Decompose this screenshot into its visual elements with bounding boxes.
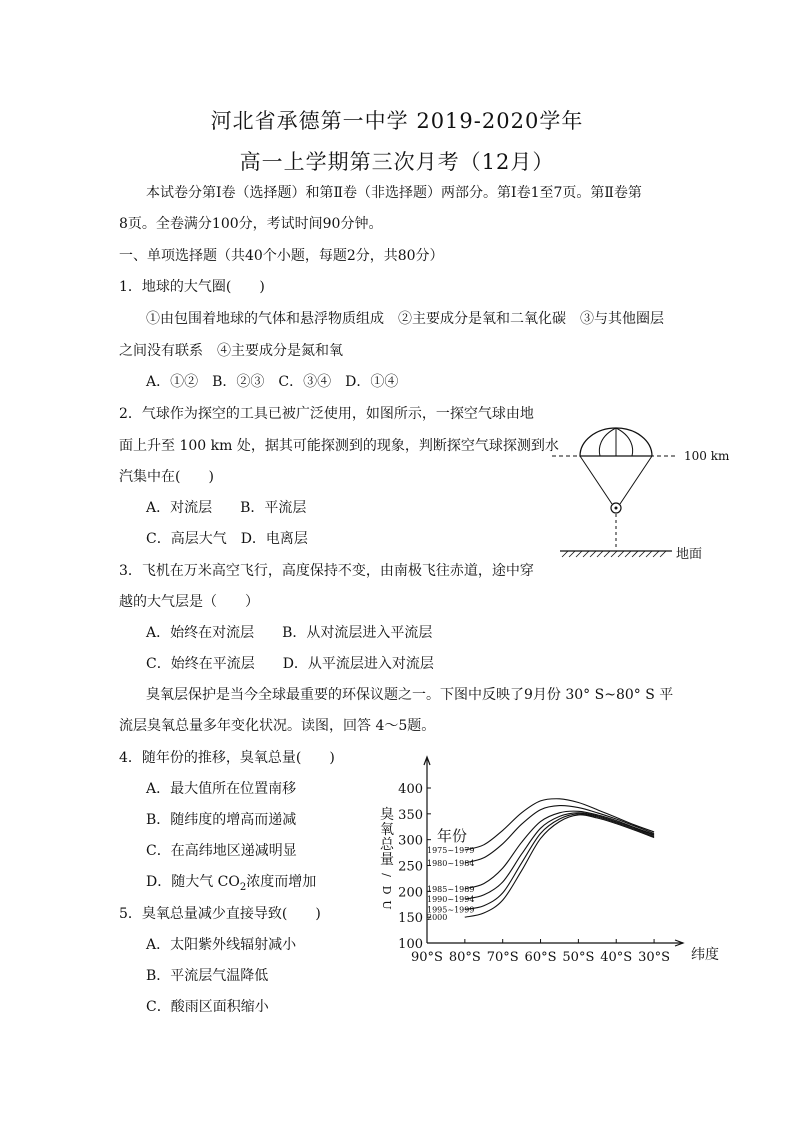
q4-stem: 4．随年份的推移，臭氧总量( ) — [119, 750, 335, 766]
q3-options-line-2: C．始终在平流层 D．从平流层进入对流层 — [146, 656, 434, 672]
y-tick-label: 250 — [398, 859, 423, 875]
balloon-string-right — [620, 456, 652, 504]
y-axis-title-char: 总 — [380, 837, 394, 853]
y-axis-title-char: U — [380, 900, 393, 910]
ground-hatching — [562, 551, 666, 557]
series-label-4: 1995~1999 — [427, 905, 475, 915]
series-label-1: 1980~1984 — [427, 858, 475, 868]
y-tick-label: 300 — [398, 833, 423, 849]
q2-options-line-2: C．高层大气 D．电离层 — [146, 531, 308, 547]
q2-options-line-1: A．对流层 B．平流层 — [146, 500, 307, 516]
q4-option-d-suffix: 浓度而增加 — [246, 874, 317, 890]
q4-option-d — [146, 872, 316, 898]
x-tick-label: 80°S — [448, 950, 481, 965]
x-tick-label: 70°S — [486, 950, 519, 965]
legend-title: 年份 — [437, 827, 468, 845]
series-label-5: 2000 — [427, 913, 448, 923]
y-tick-label: 150 — [398, 911, 423, 927]
y-axis-title-char: 氧 — [380, 822, 394, 838]
chart-series — [465, 799, 654, 917]
x-tick-label: 50°S — [562, 950, 595, 965]
x-tick-label: 30°S — [638, 950, 671, 965]
series-label-0: 1975~1979 — [427, 846, 475, 855]
y-tick-label: 200 — [398, 885, 423, 901]
q3-options-line-1: A．始终在对流层 B．从对流层进入平流层 — [146, 625, 433, 641]
q2-stem-line-3: 汽集中在( ) — [119, 469, 214, 485]
balloon-figure — [548, 418, 748, 566]
q4-option-d-subscript: 2 — [239, 881, 247, 893]
x-tick-label: 40°S — [600, 950, 633, 965]
altitude-label: 100 km — [684, 449, 730, 463]
ozone-chart — [375, 755, 719, 970]
q4-option-a: A．最大值所在位置南移 — [146, 781, 297, 797]
exam-title: 河北省承德第一中学 2019-2020学年 — [210, 109, 584, 133]
series-label-3: 1990~1994 — [427, 895, 475, 905]
y-axis-title-char: / — [380, 873, 393, 877]
q5-option-c: C．酸雨区面积缩小 — [146, 999, 269, 1015]
passage-line-2: 流层臭氧总量多年变化状况。读图，回答 4～5题。 — [119, 718, 436, 734]
series-line-1 — [465, 806, 654, 863]
x-axis-title: 纬度 — [691, 947, 719, 963]
q5-stem: 5．臭氧总量减少直接导致( ) — [119, 906, 321, 922]
q4-option-b: B．随纬度的增高而递减 — [146, 812, 297, 828]
q1-options: A．①② B．②③ C．③④ D．①④ — [146, 374, 399, 390]
intro-line-1: 本试卷分第Ⅰ卷（选择题）和第Ⅱ卷（非选择题）两部分。第Ⅰ卷1至7页。第Ⅱ卷第 — [146, 185, 642, 201]
balloon-string-left — [580, 456, 612, 504]
q2-stem-line-2: 面上升至 100 km 处，据其可能探测到的现象，判断探空气球探测到水 — [119, 438, 559, 454]
q1-items-line-2: 之间没有联系 ④主要成分是氮和氧 — [119, 343, 343, 359]
x-tick-label: 60°S — [524, 950, 557, 965]
intro-line-2: 8页。全卷满分100分，考试时间90分钟。 — [119, 216, 383, 232]
y-axis-title-char: D — [380, 885, 393, 895]
y-tick-label: 400 — [398, 782, 423, 797]
ground-label: 地面 — [676, 547, 703, 562]
q5-option-a: A．太阳紫外线辐射减小 — [146, 937, 297, 953]
exam-subtitle: 高一上学期第三次月考（12月） — [239, 150, 555, 174]
y-axis-title-char: 臭 — [380, 807, 394, 823]
q2-stem-line-1: 2．气球作为探空的工具已被广泛使用，如图所示，一探空气球由地 — [119, 406, 534, 422]
y-tick-label: 350 — [398, 807, 423, 823]
q3-stem-line-1: 3．飞机在万米高空飞行，高度保持不变，由南极飞往赤道，途中穿 — [119, 563, 534, 579]
q5-option-b: B．平流层气温降低 — [146, 968, 269, 984]
q3-stem-line-2: 越的大气层是（ ） — [119, 594, 259, 610]
q1-stem: 1．地球的大气圈( ) — [119, 279, 265, 295]
series-label-2: 1985~1989 — [427, 884, 475, 894]
y-tick-label: 100 — [398, 937, 423, 952]
q4-option-c: C．在高纬地区递减明显 — [146, 843, 297, 859]
y-axis-title-char: 量 — [380, 852, 394, 868]
passage-line-1: 臭氧层保护是当今全球最重要的环保议题之一。下图中反映了9月份 30° S~80° S 平 — [146, 687, 674, 703]
q4-option-d-prefix: D．随大气 CO — [146, 874, 240, 890]
series-line-5 — [465, 815, 654, 917]
x-tick-label: 90°S — [411, 950, 443, 965]
section-heading: 一、单项选择题（共40个小题，每题2分，共80分） — [119, 248, 444, 264]
q1-items-line-1: ①由包围着地球的气体和悬浮物质组成 ②主要成分是氧和二氧化碳 ③与其他圈层 — [146, 311, 664, 327]
series-line-4 — [465, 814, 654, 910]
chart-labels — [380, 782, 719, 965]
